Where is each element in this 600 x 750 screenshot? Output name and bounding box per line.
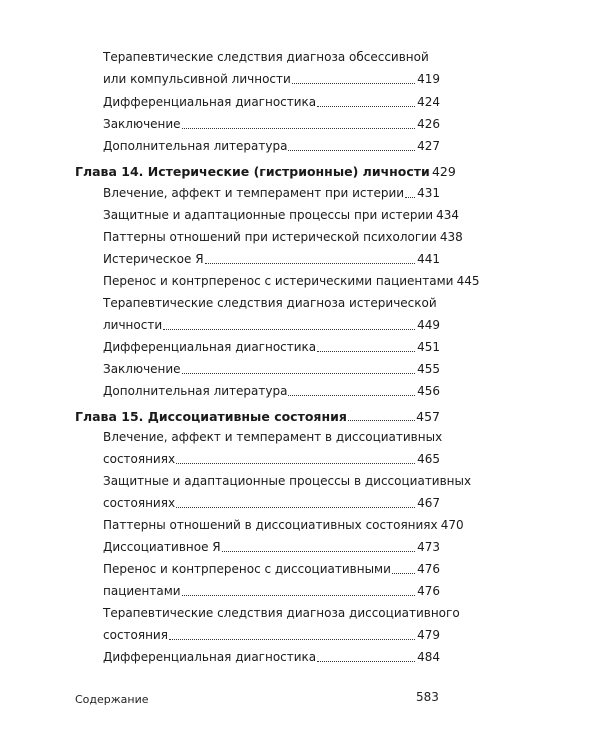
toc-line [103,50,440,65]
toc-entry-text: Защитные и адаптационные процессы в диссоциативных [103,474,472,488]
dot-leader [222,551,415,552]
toc-entry-text: Перенос и контрперенос с истерическими пациентами [103,274,454,288]
running-footer-section: Содержание [75,693,149,706]
toc-entry-text: Влечение, аффект и темперамент в диссоциативных [103,430,443,444]
toc-line [103,430,443,445]
toc-line [103,606,460,621]
toc-page-number: 470 [440,518,464,532]
toc-page-number: 429 [431,164,456,179]
dot-leader [317,106,415,107]
dot-leader [205,263,415,264]
dot-leader [348,420,415,421]
toc-line [103,474,472,489]
toc-entry [103,628,440,643]
toc-entry [103,518,464,533]
toc-entry-text: Заключение [103,362,181,376]
toc-page-number: 451 [417,340,440,354]
toc-entry [103,72,440,87]
toc-entry-text: Заключение [103,117,181,131]
toc-page-number: 479 [417,628,440,642]
toc-entry-text: Дифференциальная диагностика [103,340,317,354]
toc-entry-text: Дополнительная литература [103,384,288,398]
toc-entry [103,340,440,355]
toc-entry-text: Терапевтические следствия диагноза обсессивной [103,50,429,64]
dot-leader [182,373,415,374]
toc-chapter-title: Глава 14. Истерические (гистрионные) личности [75,164,430,179]
toc-entry-text: Перенос и контрперенос с диссоциативными [103,562,391,576]
toc-page-number: 476 [417,562,440,576]
toc-page-number: 473 [417,540,440,554]
toc-page-number: 484 [417,650,440,664]
toc-chapter-heading [75,164,456,179]
dot-leader [292,83,415,84]
toc-entry [103,117,440,132]
toc-page-number: 419 [417,72,440,86]
toc-entry [103,208,460,223]
toc-entry-text: состояниях [103,452,176,466]
toc-page-number: 441 [417,252,440,266]
toc-page-number: 465 [417,452,440,466]
toc-page-number: 455 [417,362,440,376]
toc-entry-text: Терапевтические следствия диагноза истерической [103,296,437,310]
toc-entry [103,384,440,399]
toc-entry [103,318,440,333]
dot-leader [182,128,415,129]
dot-leader [176,463,415,464]
toc-entry-text: Паттерны отношений в диссоциативных состояниях [103,518,438,532]
dot-leader [392,573,415,574]
toc-entry-text: Терапевтические следствия диагноза диссоциативного [103,606,460,620]
dot-leader [317,661,415,662]
toc-entry [103,362,440,377]
toc-page-number: 456 [417,384,440,398]
page-number: 583 [416,690,439,704]
toc-entry [103,540,440,555]
toc-page-number: 476 [417,584,440,598]
dot-leader [182,595,415,596]
toc-page-number: 424 [417,95,440,109]
toc-entry-text: состояниях [103,496,176,510]
dot-leader [317,351,415,352]
toc-entry-text: пациентами [103,584,181,598]
toc-page-number: 457 [416,409,440,424]
dot-leader [163,329,415,330]
toc-entry [103,496,440,511]
toc-entry [103,452,440,467]
toc-entry [103,139,440,154]
toc-line [103,296,440,311]
toc-entry-text: или компульсивной личности [103,72,291,86]
toc-entry-text: Влечение, аффект и темперамент при истерии [103,186,405,200]
dot-leader [288,150,415,151]
toc-entry [103,230,463,245]
toc-page-number: 438 [439,230,463,244]
toc-entry-text: Дополнительная литература [103,139,288,153]
dot-leader [288,395,415,396]
toc-entry-text: Защитные и адаптационные процессы при истерии [103,208,434,222]
toc-entry [103,274,480,289]
toc-entry-text: состояния [103,628,168,642]
toc-chapter-heading [75,409,440,424]
dot-leader [169,639,415,640]
toc-entry-text: Дифференциальная диагностика [103,650,317,664]
dot-leader [405,197,415,198]
toc-entry [103,650,440,665]
toc-entry-text: Диссоциативное Я [103,540,221,554]
dot-leader [176,507,415,508]
toc-entry-text: Дифференциальная диагностика [103,95,317,109]
toc-entry [103,95,440,110]
toc-entry-text: Истерическое Я [103,252,204,266]
toc-entry [103,252,440,267]
toc-page-number: 434 [436,208,460,222]
toc-page-number: 449 [417,318,440,332]
toc-page-number: 467 [417,496,440,510]
toc-page-number: 426 [417,117,440,131]
toc-page-number: 427 [417,139,440,153]
toc-entry [103,562,440,577]
toc-entry-text: Паттерны отношений при истерической психологии [103,230,437,244]
toc-entry-text: личности [103,318,163,332]
toc-entry [103,186,440,201]
toc-page-number: 445 [456,274,480,288]
toc-page-number: 431 [417,186,440,200]
toc-chapter-title: Глава 15. Диссоциативные состояния [75,409,347,424]
toc-entry [103,584,440,599]
